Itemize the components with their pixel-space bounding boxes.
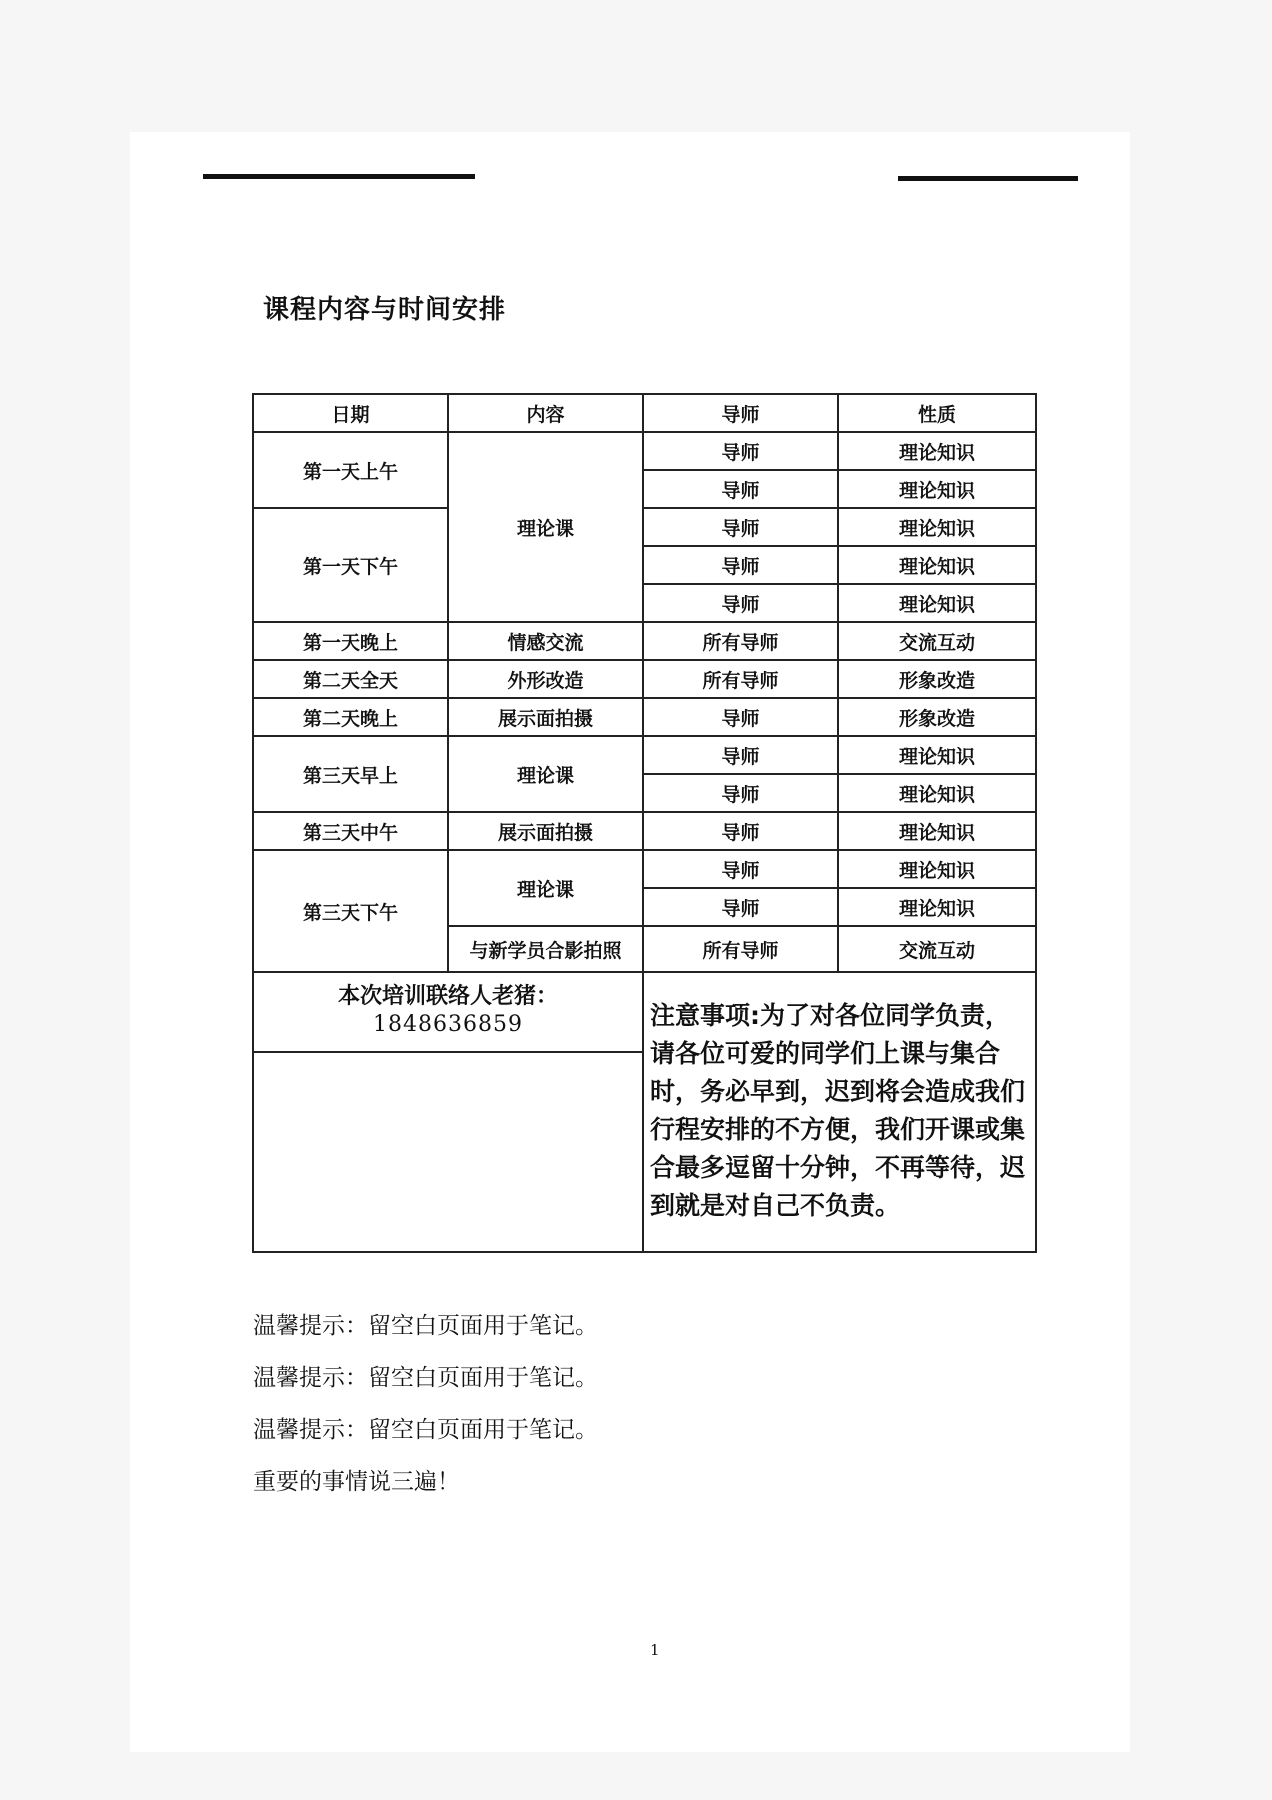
nature-cell: 交流互动 (838, 926, 1036, 972)
table-row (253, 698, 1036, 736)
nature-cell: 理论知识 (838, 774, 1036, 812)
mentor-cell: 导师 (643, 432, 838, 470)
nature-cell: 理论知识 (838, 736, 1036, 774)
nature-cell: 理论知识 (838, 888, 1036, 926)
mentor-cell: 导师 (643, 850, 838, 888)
table-row (253, 622, 1036, 660)
date-cell: 第一天下午 (253, 508, 448, 622)
tip-line: 温馨提示：留空白页面用于笔记。 (253, 1365, 598, 1391)
date-cell: 第一天晚上 (253, 622, 448, 660)
nature-cell: 理论知识 (838, 812, 1036, 850)
nature-cell: 理论知识 (838, 470, 1036, 508)
header-content: 内容 (448, 394, 643, 432)
header-nature: 性质 (838, 394, 1036, 432)
schedule-table (252, 393, 1037, 1253)
notice-cell: 注意事项:为了对各位同学负责，请各位可爱的同学们上课与集合时，务必早到，迟到将会造成我们行程安排的不方便，我们开课或集合最多逗留十分钟，不再等待，迟到就是对自己不负责。 (643, 972, 1036, 1252)
date-cell: 第二天晚上 (253, 698, 448, 736)
page-title: 课程内容与时间安排 (263, 295, 507, 325)
nature-cell: 理论知识 (838, 850, 1036, 888)
mentor-cell: 导师 (643, 698, 838, 736)
mentor-cell: 所有导师 (643, 660, 838, 698)
nature-cell: 形象改造 (838, 698, 1036, 736)
table-row (253, 850, 1036, 888)
table-row (253, 432, 1036, 470)
mentor-cell: 导师 (643, 774, 838, 812)
header-date: 日期 (253, 394, 448, 432)
tips-block (253, 1300, 598, 1508)
contact-phone: 1848636859 (373, 1012, 523, 1037)
nature-cell: 理论知识 (838, 584, 1036, 622)
tip-line: 温馨提示：留空白页面用于笔记。 (253, 1417, 598, 1443)
table-row (253, 812, 1036, 850)
table-row (253, 660, 1036, 698)
tip-line: 重要的事情说三遍！ (253, 1469, 460, 1495)
tip-line: 温馨提示：留空白页面用于笔记。 (253, 1313, 598, 1339)
table-row (253, 736, 1036, 774)
mentor-cell: 所有导师 (643, 926, 838, 972)
header-mentor: 导师 (643, 394, 838, 432)
page-number: 1 (650, 1641, 660, 1659)
date-cell: 第三天中午 (253, 812, 448, 850)
content-cell: 情感交流 (448, 622, 643, 660)
content-cell: 与新学员合影拍照 (448, 926, 643, 972)
contact-cell (253, 972, 643, 1052)
mentor-cell: 导师 (643, 508, 838, 546)
header-rule-left (203, 174, 475, 179)
date-cell: 第二天全天 (253, 660, 448, 698)
nature-cell: 理论知识 (838, 432, 1036, 470)
nature-cell: 交流互动 (838, 622, 1036, 660)
mentor-cell: 导师 (643, 888, 838, 926)
date-cell: 第三天早上 (253, 736, 448, 812)
mentor-cell: 所有导师 (643, 622, 838, 660)
content-cell: 展示面拍摄 (448, 812, 643, 850)
mentor-cell: 导师 (643, 546, 838, 584)
blank-cell (253, 1052, 643, 1252)
table-header-row (253, 394, 1036, 432)
date-cell: 第一天上午 (253, 432, 448, 508)
table-row (253, 508, 1036, 546)
contact-row (253, 972, 1036, 1052)
content-cell: 外形改造 (448, 660, 643, 698)
content-cell: 展示面拍摄 (448, 698, 643, 736)
date-cell: 第三天下午 (253, 850, 448, 972)
content-cell: 理论课 (448, 432, 643, 622)
header-rule-right (898, 176, 1078, 181)
content-cell: 理论课 (448, 850, 643, 926)
nature-cell: 理论知识 (838, 546, 1036, 584)
contact-label: 本次培训联络人老猪： (337, 984, 558, 1009)
mentor-cell: 导师 (643, 736, 838, 774)
nature-cell: 形象改造 (838, 660, 1036, 698)
nature-cell: 理论知识 (838, 508, 1036, 546)
mentor-cell: 导师 (643, 470, 838, 508)
content-cell: 理论课 (448, 736, 643, 812)
mentor-cell: 导师 (643, 812, 838, 850)
mentor-cell: 导师 (643, 584, 838, 622)
